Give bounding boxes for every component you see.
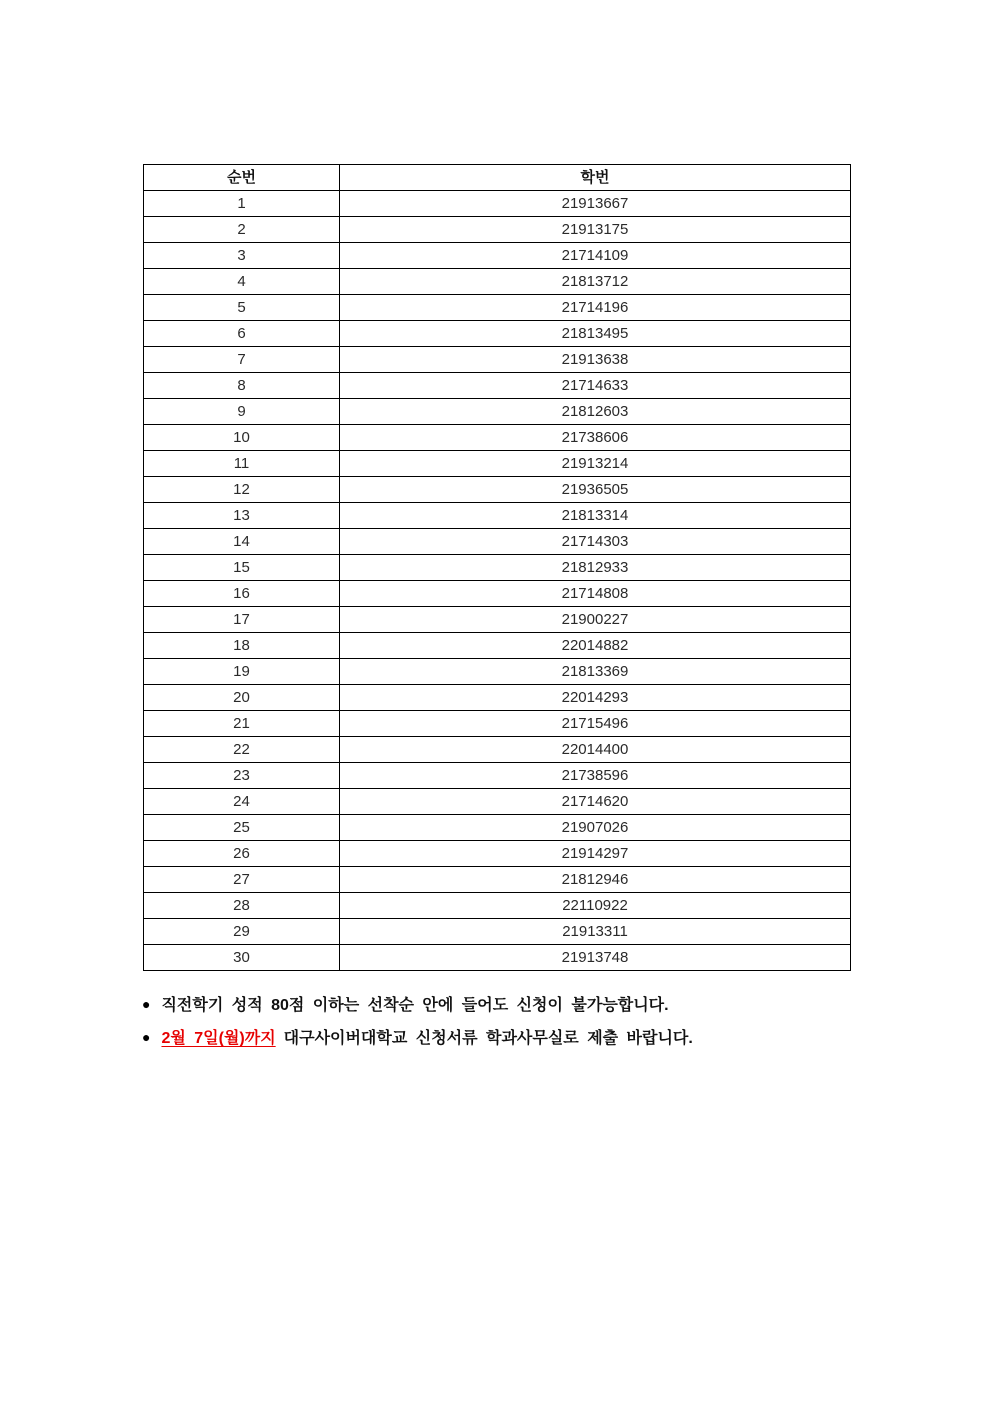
student-id-cell: 21813712 — [340, 269, 851, 295]
seq-cell: 29 — [144, 919, 340, 945]
seq-cell: 25 — [144, 815, 340, 841]
student-id-cell: 21900227 — [340, 607, 851, 633]
header-student-id: 학번 — [340, 165, 851, 191]
student-id-cell: 21812946 — [340, 867, 851, 893]
seq-cell: 4 — [144, 269, 340, 295]
bullet-icon: ● — [142, 1028, 151, 1045]
table-row — [144, 711, 851, 737]
note-item — [142, 992, 902, 1015]
student-id-cell: 21738596 — [340, 763, 851, 789]
student-id-cell: 21714303 — [340, 529, 851, 555]
student-id-cell: 21813369 — [340, 659, 851, 685]
table-row — [144, 659, 851, 685]
note-text: 직전학기 성적 80점 이하는 선착순 안에 들어도 신청이 불가능합니다. — [161, 997, 669, 1014]
student-id-table — [143, 164, 851, 971]
seq-cell: 12 — [144, 477, 340, 503]
student-id-cell: 22110922 — [340, 893, 851, 919]
table-row — [144, 633, 851, 659]
seq-cell: 15 — [144, 555, 340, 581]
student-id-cell: 21913311 — [340, 919, 851, 945]
table-row — [144, 607, 851, 633]
student-id-cell: 21913175 — [340, 217, 851, 243]
seq-cell: 27 — [144, 867, 340, 893]
table-row — [144, 529, 851, 555]
student-id-cell: 21913667 — [340, 191, 851, 217]
seq-cell: 19 — [144, 659, 340, 685]
table-row — [144, 581, 851, 607]
seq-cell: 10 — [144, 425, 340, 451]
table-row — [144, 503, 851, 529]
seq-cell: 5 — [144, 295, 340, 321]
table-row — [144, 919, 851, 945]
student-id-cell: 21714620 — [340, 789, 851, 815]
table-row — [144, 217, 851, 243]
student-id-cell: 21936505 — [340, 477, 851, 503]
seq-cell: 2 — [144, 217, 340, 243]
seq-cell: 3 — [144, 243, 340, 269]
notes-list — [142, 992, 902, 1058]
table-row — [144, 789, 851, 815]
student-id-cell: 21813314 — [340, 503, 851, 529]
table-row — [144, 737, 851, 763]
deadline-text: 2월 7일(월)까지 — [161, 1030, 276, 1047]
table-row — [144, 295, 851, 321]
table-row — [144, 269, 851, 295]
table-row — [144, 451, 851, 477]
bullet-icon: ● — [142, 995, 151, 1012]
table-row — [144, 321, 851, 347]
table-row — [144, 477, 851, 503]
student-id-cell: 21715496 — [340, 711, 851, 737]
seq-cell: 26 — [144, 841, 340, 867]
student-id-cell: 21907026 — [340, 815, 851, 841]
seq-cell: 24 — [144, 789, 340, 815]
seq-cell: 14 — [144, 529, 340, 555]
student-id-cell: 22014400 — [340, 737, 851, 763]
seq-cell: 11 — [144, 451, 340, 477]
table-header-row — [144, 165, 851, 191]
table-row — [144, 685, 851, 711]
seq-cell: 8 — [144, 373, 340, 399]
table-row — [144, 373, 851, 399]
header-seq: 순번 — [144, 165, 340, 191]
seq-cell: 21 — [144, 711, 340, 737]
note-item — [142, 1025, 902, 1048]
seq-cell: 13 — [144, 503, 340, 529]
seq-cell: 22 — [144, 737, 340, 763]
student-id-cell: 21913214 — [340, 451, 851, 477]
table-row — [144, 347, 851, 373]
seq-cell: 16 — [144, 581, 340, 607]
seq-cell: 6 — [144, 321, 340, 347]
student-id-cell: 21714633 — [340, 373, 851, 399]
table-row — [144, 191, 851, 217]
seq-cell: 7 — [144, 347, 340, 373]
table-row — [144, 763, 851, 789]
student-id-cell: 22014293 — [340, 685, 851, 711]
table-row — [144, 945, 851, 971]
seq-cell: 1 — [144, 191, 340, 217]
student-id-cell: 21812933 — [340, 555, 851, 581]
student-id-cell: 21714196 — [340, 295, 851, 321]
seq-cell: 17 — [144, 607, 340, 633]
table-row — [144, 867, 851, 893]
table-row — [144, 425, 851, 451]
student-id-cell: 21714808 — [340, 581, 851, 607]
student-id-cell: 21813495 — [340, 321, 851, 347]
seq-cell: 23 — [144, 763, 340, 789]
seq-cell: 28 — [144, 893, 340, 919]
student-id-cell: 21812603 — [340, 399, 851, 425]
table-row — [144, 243, 851, 269]
student-id-cell: 21738606 — [340, 425, 851, 451]
student-id-cell: 21714109 — [340, 243, 851, 269]
table-row — [144, 815, 851, 841]
student-id-cell: 21914297 — [340, 841, 851, 867]
seq-cell: 20 — [144, 685, 340, 711]
table-row — [144, 893, 851, 919]
student-id-cell: 22014882 — [340, 633, 851, 659]
note-text: 대구사이버대학교 신청서류 학과사무실로 제출 바랍니다. — [283, 1030, 693, 1047]
seq-cell: 30 — [144, 945, 340, 971]
student-id-cell: 21913748 — [340, 945, 851, 971]
student-table-body — [144, 191, 851, 971]
seq-cell: 18 — [144, 633, 340, 659]
table-row — [144, 555, 851, 581]
table-row — [144, 399, 851, 425]
table-row — [144, 841, 851, 867]
student-id-cell: 21913638 — [340, 347, 851, 373]
seq-cell: 9 — [144, 399, 340, 425]
